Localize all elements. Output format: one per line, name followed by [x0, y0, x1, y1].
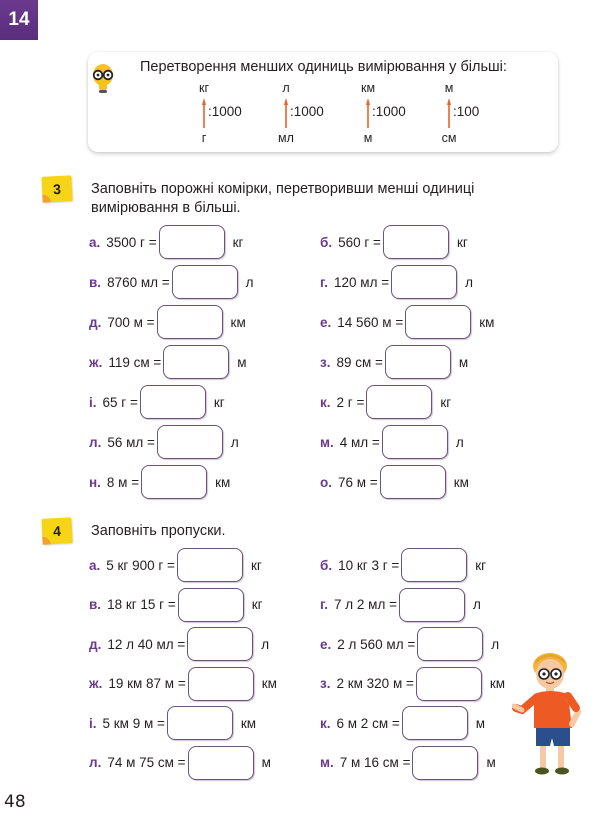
exercise-letter: е.: [320, 636, 332, 652]
exercise-letter: л.: [89, 755, 102, 770]
exercise-item: [320, 425, 464, 459]
smaller-unit: г: [201, 131, 207, 145]
exercise-item: [320, 746, 496, 780]
answer-box[interactable]: [172, 265, 238, 299]
exercise-letter: к.: [320, 715, 331, 731]
exercise-item: [89, 548, 262, 582]
exercise-expression: 6 м 2 см =: [336, 715, 400, 731]
exercise-letter: н.: [89, 474, 101, 490]
exercise-letter: к.: [320, 394, 331, 410]
exercise-letter: і.: [89, 394, 97, 410]
up-arrow-icon: [447, 98, 451, 128]
target-unit: м: [486, 755, 496, 770]
lightbulb-with-glasses-icon: [90, 62, 116, 96]
target-unit: л: [465, 274, 473, 290]
exercise-letter: в.: [89, 274, 102, 290]
task3-instruction-line2: вимірювання в більші.: [91, 200, 241, 216]
chapter-number-badge: 14: [0, 0, 38, 40]
answer-box[interactable]: [385, 345, 451, 379]
exercise-expression: 12 л 40 мл =: [107, 636, 186, 652]
target-unit: кг: [475, 557, 487, 573]
task4-instruction: Заповніть пропуски.: [91, 523, 226, 539]
exercise-item: [89, 385, 225, 419]
exercise-item: [89, 345, 247, 379]
answer-box[interactable]: [141, 465, 207, 499]
divisor: :1000: [372, 104, 406, 119]
exercise-expression: 120 мл =: [334, 274, 390, 290]
target-unit: кг: [440, 394, 452, 410]
exercise-item: [89, 425, 239, 459]
exercise-item: [320, 588, 481, 622]
larger-unit: м: [444, 81, 454, 95]
answer-box[interactable]: [399, 588, 465, 622]
target-unit: м: [261, 755, 271, 770]
exercise-expression: 5 км 9 м =: [102, 715, 165, 731]
exercise-letter: м.: [320, 434, 334, 450]
exercise-letter: г.: [320, 274, 329, 290]
exercise-expression: 3500 г =: [106, 234, 157, 250]
target-unit: м: [237, 354, 247, 370]
exercise-item: [89, 588, 263, 622]
answer-box[interactable]: [401, 548, 467, 582]
answer-box[interactable]: [167, 706, 233, 740]
smaller-unit: см: [441, 131, 457, 145]
exercise-expression: 7 м 16 см =: [339, 755, 411, 770]
answer-box[interactable]: [416, 667, 482, 701]
exercise-expression: 4 мл =: [339, 434, 380, 450]
exercise-letter: л.: [89, 434, 102, 450]
exercise-expression: 8 м =: [106, 474, 140, 490]
exercise-letter: з.: [320, 354, 331, 370]
target-unit: км: [215, 474, 231, 490]
exercise-expression: 7 л 2 мл =: [334, 597, 397, 612]
answer-box[interactable]: [417, 627, 483, 661]
target-unit: кг: [456, 234, 468, 250]
exercise-item: [89, 627, 269, 661]
answer-box[interactable]: [383, 225, 449, 259]
exercise-item: [320, 706, 485, 740]
answer-box[interactable]: [382, 425, 448, 459]
exercise-letter: е.: [320, 314, 332, 330]
divisor: :1000: [208, 104, 242, 119]
conversion-g-to-kg: [194, 80, 264, 146]
answer-box[interactable]: [163, 345, 229, 379]
exercise-letter: ж.: [89, 354, 103, 370]
exercise-letter: м.: [320, 755, 334, 770]
exercise-letter: з.: [320, 676, 331, 691]
exercise-expression: 19 км 87 м =: [108, 676, 186, 691]
larger-unit: кг: [198, 81, 210, 95]
exercise-expression: 2 г =: [336, 394, 365, 410]
exercise-expression: 14 560 м =: [337, 314, 404, 330]
target-unit: кг: [213, 394, 225, 410]
answer-box[interactable]: [157, 305, 223, 339]
target-unit: м: [475, 715, 486, 731]
target-unit: кг: [250, 557, 262, 573]
answer-box[interactable]: [380, 465, 446, 499]
answer-box[interactable]: [366, 385, 432, 419]
answer-box[interactable]: [187, 627, 253, 661]
exercise-item: [320, 225, 468, 259]
target-unit: л: [491, 636, 500, 652]
exercise-item: [89, 305, 246, 339]
exercise-item: [89, 667, 277, 701]
answer-box[interactable]: [391, 265, 457, 299]
page-number: 48: [4, 792, 26, 812]
exercise-item: [320, 548, 486, 582]
task-number-badge: 4: [41, 517, 72, 545]
exercise-expression: 65 г =: [102, 394, 138, 410]
target-unit: кг: [232, 234, 244, 250]
exercise-letter: і.: [89, 715, 97, 731]
exercise-expression: 74 м 75 см =: [107, 755, 186, 770]
larger-unit: л: [282, 81, 290, 95]
exercise-letter: б.: [320, 557, 333, 573]
task-number-badge: 3: [41, 175, 72, 203]
answer-box[interactable]: [178, 588, 244, 622]
answer-box[interactable]: [177, 548, 243, 582]
smaller-unit: м: [363, 131, 373, 145]
exercise-letter: б.: [320, 234, 333, 250]
up-arrow-icon: [202, 98, 206, 128]
conversion-m-to-km: [358, 80, 428, 146]
exercise-letter: д.: [89, 636, 102, 652]
divisor: :100: [453, 104, 480, 119]
answer-box[interactable]: [159, 225, 225, 259]
target-unit: л: [472, 597, 481, 612]
exercise-expression: 5 кг 900 г =: [106, 557, 175, 573]
boy-pointing-illustration: [512, 650, 592, 780]
exercise-letter: а.: [89, 234, 101, 250]
larger-unit: км: [360, 81, 376, 95]
exercise-expression: 18 кг 15 г =: [107, 597, 176, 612]
up-arrow-icon: [284, 98, 288, 128]
exercise-expression: 2 л 560 мл =: [337, 636, 416, 652]
exercise-item: [320, 465, 469, 499]
target-unit: км: [230, 314, 246, 330]
target-unit: км: [240, 715, 257, 731]
conversion-ml-to-l: [276, 80, 346, 146]
exercise-expression: 8760 мл =: [107, 274, 170, 290]
exercise-item: [320, 667, 505, 701]
exercise-letter: в.: [89, 597, 102, 612]
exercise-expression: 119 см =: [108, 354, 162, 370]
exercise-expression: 10 кг 3 г =: [338, 557, 400, 573]
task3-instruction: [91, 180, 474, 218]
divisor: :1000: [290, 104, 324, 119]
target-unit: км: [261, 676, 277, 691]
exercise-expression: 700 м =: [107, 314, 155, 330]
answer-box[interactable]: [188, 667, 254, 701]
answer-box[interactable]: [405, 305, 471, 339]
conversion-cm-to-m: [439, 80, 509, 146]
exercise-item: [89, 265, 254, 299]
answer-box[interactable]: [412, 746, 478, 780]
up-arrow-icon: [366, 98, 370, 128]
exercise-expression: 76 м =: [338, 474, 378, 490]
target-unit: км: [453, 474, 469, 490]
target-unit: л: [455, 434, 464, 450]
target-unit: км: [479, 314, 495, 330]
exercise-expression: 56 мл =: [107, 434, 155, 450]
exercise-expression: 560 г =: [338, 234, 381, 250]
exercise-item: [320, 305, 494, 339]
exercise-letter: а.: [89, 557, 101, 573]
exercise-letter: ж.: [89, 676, 103, 691]
target-unit: л: [245, 274, 254, 290]
exercise-item: [89, 465, 230, 499]
task3-instruction-line1: Заповніть порожні комірки, перетворивши менші одиниці: [91, 181, 475, 197]
target-unit: кг: [251, 597, 263, 612]
exercise-expression: 2 км 320 м =: [336, 676, 414, 691]
hint-title: Перетворення менших одиниць вимірювання у більші:: [140, 59, 507, 75]
exercise-expression: 89 см =: [336, 354, 383, 370]
answer-box[interactable]: [402, 706, 468, 740]
target-unit: л: [261, 636, 270, 652]
target-unit: км: [489, 676, 506, 691]
exercise-item: [89, 706, 256, 740]
exercise-item: [320, 345, 468, 379]
target-unit: м: [458, 354, 469, 370]
answer-box[interactable]: [157, 425, 223, 459]
exercise-item: [320, 627, 499, 661]
exercise-item: [89, 746, 271, 780]
exercise-letter: д.: [89, 314, 102, 330]
exercise-item: [320, 265, 473, 299]
answer-box[interactable]: [140, 385, 206, 419]
smaller-unit: мл: [278, 131, 294, 145]
exercise-item: [89, 225, 243, 259]
exercise-letter: г.: [320, 597, 329, 612]
target-unit: л: [230, 434, 239, 450]
exercise-letter: о.: [320, 474, 332, 490]
answer-box[interactable]: [188, 746, 254, 780]
exercise-item: [320, 385, 451, 419]
